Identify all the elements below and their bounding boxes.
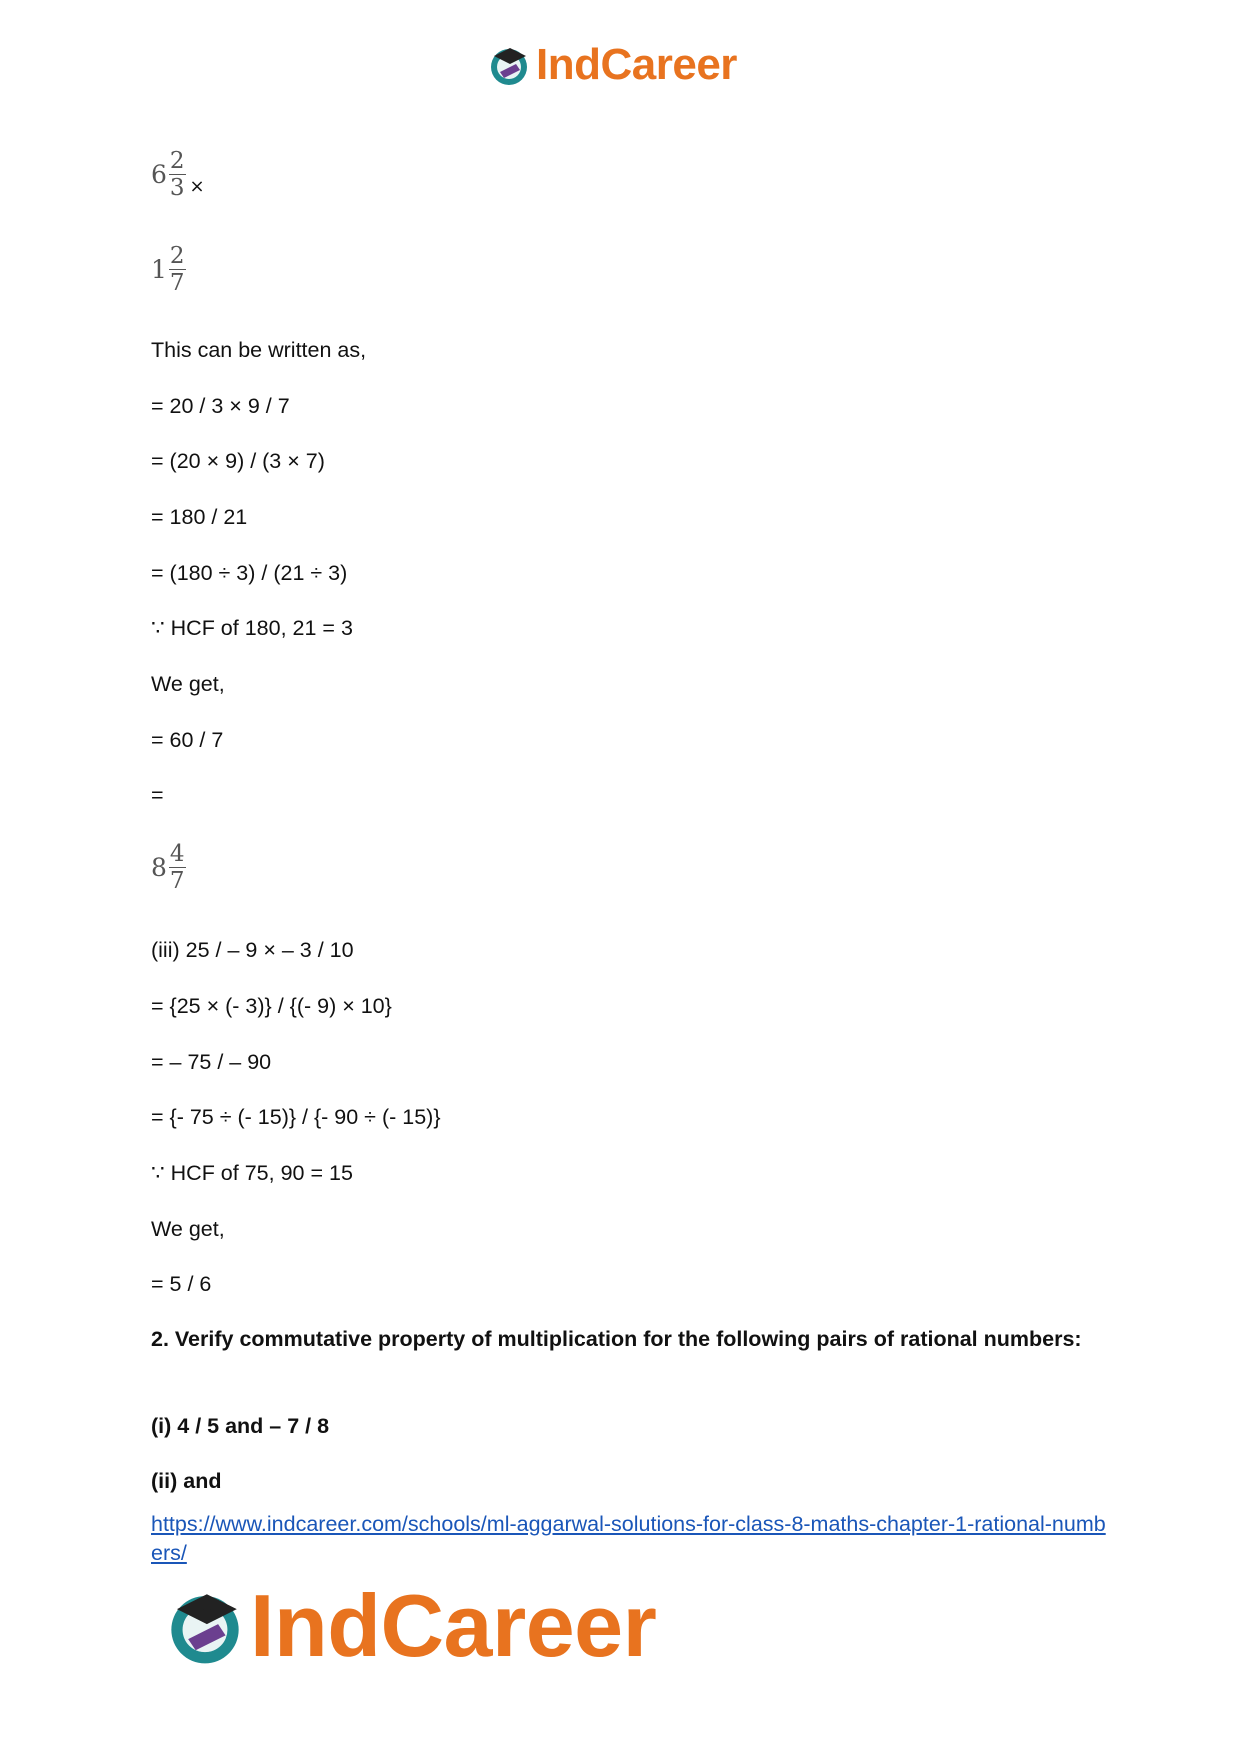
fraction-whole: 8 <box>151 853 167 882</box>
mixed-fraction-8-4-7 <box>151 841 186 894</box>
solution-line: (iii) 25 / – 9 × – 3 / 10 <box>151 938 354 962</box>
question-heading: 2. Verify commutative property of multiplication for the following pairs of rational numbers: <box>151 1327 1082 1351</box>
fraction-numerator: 2 <box>169 148 185 174</box>
header-logo <box>486 40 737 90</box>
solution-line: = 20 / 3 × 9 / 7 <box>151 394 290 418</box>
solution-line: = (180 ÷ 3) / (21 ÷ 3) <box>151 561 348 585</box>
solution-line: ∵ HCF of 75, 90 = 15 <box>151 1161 353 1185</box>
question-part-ii: (ii) and <box>151 1469 222 1493</box>
solution-line: We get, <box>151 672 225 696</box>
solution-line: = {- 75 ÷ (- 15)} / {- 90 ÷ (- 15)} <box>151 1105 441 1129</box>
question-part-i: (i) 4 / 5 and – 7 / 8 <box>151 1414 330 1438</box>
solution-line: = {25 × (- 3)} / {(- 9) × 10} <box>151 994 392 1018</box>
fraction-denominator: 3 <box>169 175 185 201</box>
footer-brand-name: IndCareer <box>250 1576 657 1675</box>
solution-line: = 180 / 21 <box>151 505 248 529</box>
source-url-link[interactable]: https://www.indcareer.com/schools/ml-aggarwal-solutions-for-class-8-maths-chapter-1-rational-numbers/ <box>151 1512 1106 1565</box>
fraction-whole: 6 <box>151 160 167 189</box>
solution-line: = 5 / 6 <box>151 1272 212 1296</box>
solution-line: = <box>151 783 164 807</box>
fraction-numerator: 2 <box>169 243 185 269</box>
solution-line: We get, <box>151 1217 225 1241</box>
fraction-denominator: 7 <box>169 868 185 894</box>
fraction-whole: 1 <box>151 255 167 284</box>
mixed-fraction-6-2-3 <box>151 148 205 201</box>
indcareer-globe-icon <box>162 1583 248 1669</box>
fraction-numerator: 4 <box>169 841 185 867</box>
solution-line: This can be written as, <box>151 338 367 362</box>
mixed-fraction-1-2-7 <box>151 243 186 296</box>
solution-line: = (20 × 9) / (3 × 7) <box>151 449 325 473</box>
solution-line: = 60 / 7 <box>151 728 224 752</box>
times-sign: × <box>189 176 205 197</box>
solution-line: ∵ HCF of 180, 21 = 3 <box>151 616 353 640</box>
indcareer-globe-icon <box>486 42 532 88</box>
header-brand-name: IndCareer <box>536 40 737 89</box>
footer-logo <box>162 1578 656 1674</box>
fraction-denominator: 7 <box>169 270 185 296</box>
solution-line: = – 75 / – 90 <box>151 1050 272 1074</box>
